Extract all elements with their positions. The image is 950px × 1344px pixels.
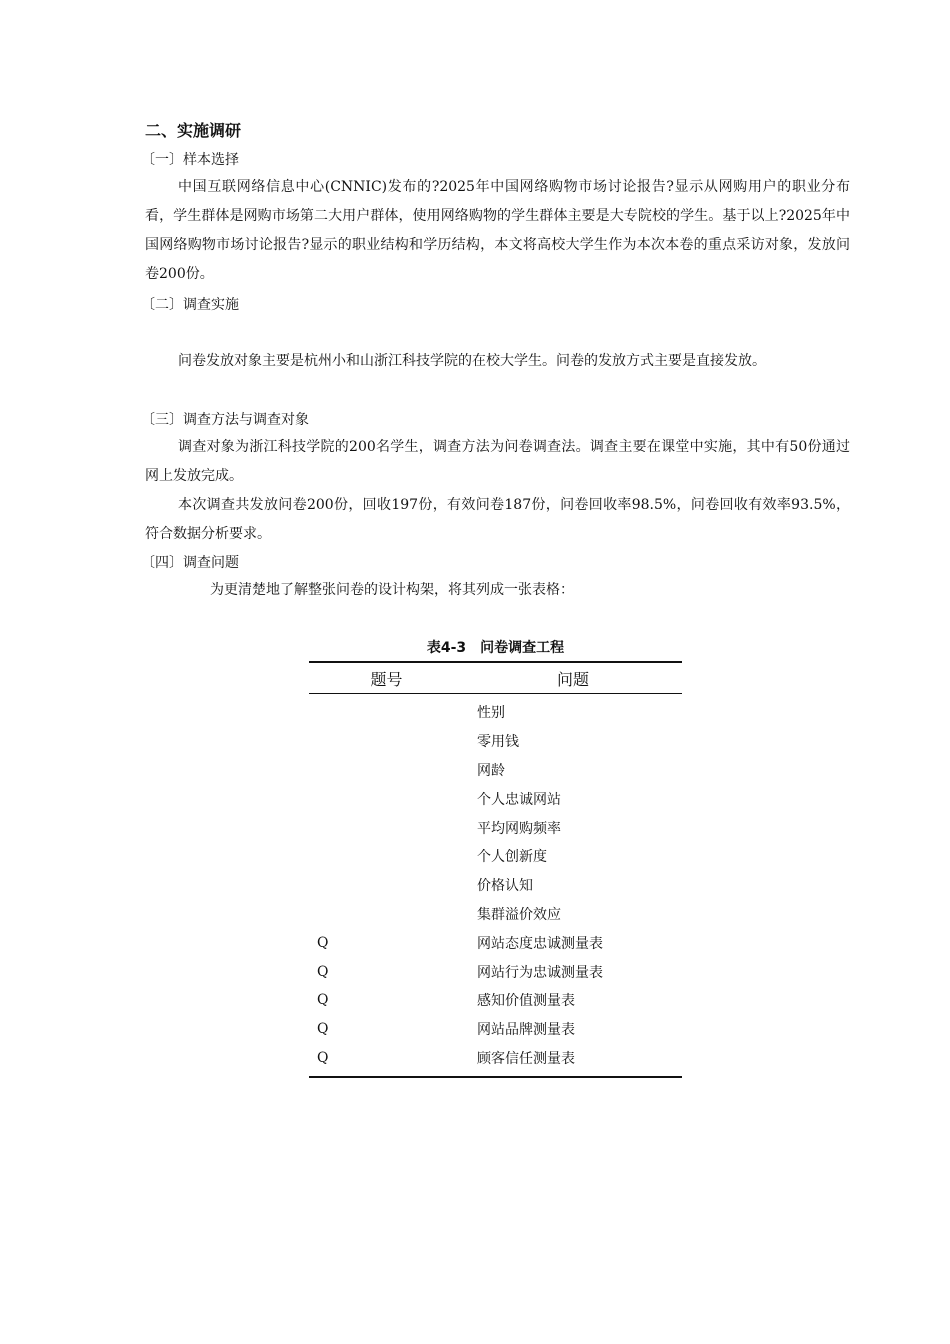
table-bottom-rule bbox=[309, 1076, 682, 1078]
paragraph-survey-method-2: 本次调查共发放问卷200份，回收197份，有效问卷187份，问卷回收率98.5%，问卷回收有效率93.5%，符合数据分析要求。 bbox=[145, 497, 850, 542]
subsection-title-survey-questions: 〔四〕调查问题 bbox=[141, 555, 239, 571]
paragraph-survey-implementation: 问卷发放对象主要是杭州小和山浙江科技学院的在校大学生。问卷的发放方式主要是直接发放。 bbox=[178, 353, 766, 369]
table-cell-question: 网站品牌测量表 bbox=[477, 1022, 575, 1039]
section-heading: 二、实施调研 bbox=[145, 121, 242, 140]
paragraph-survey-method-1: 调查对象为浙江科技学院的200名学生，调查方法为问卷调查法。调查主要在课堂中实施，其中有50份通过网上发放完成。 bbox=[145, 439, 850, 484]
table-cell-question: 网龄 bbox=[477, 762, 505, 779]
paragraph-table-intro: 为更清楚地了解整张问卷的设计构架，将其列成一张表格： bbox=[210, 582, 574, 598]
table-row bbox=[309, 1044, 682, 1073]
table-row bbox=[309, 957, 682, 986]
table-row bbox=[309, 1015, 682, 1044]
table-row bbox=[309, 698, 682, 727]
subsection-title-survey-method: 〔三〕调查方法与调查对象 bbox=[141, 412, 309, 428]
table-cell-question: 零用钱 bbox=[477, 734, 519, 751]
table-row bbox=[309, 727, 682, 756]
table-cell-number: Q bbox=[317, 934, 329, 951]
paragraph-sample-selection: 中国互联网络信息中心(CNNIC)发布的?2025年中国网络购物市场讨论报告?显示从网购用户的职业分布看，学生群体是网购市场第二大用户群体，使用网络购物的学生群体主要是大专院校的学生。基于以上?2025年中国网络购物市场讨论报告?显示的职业结构和学历结构，本文将高校大学生作为本次本卷的重点采访对象，发放问卷200份。 bbox=[145, 179, 850, 282]
table-row bbox=[309, 871, 682, 900]
subsection-title-survey-implementation: 〔二〕调查实施 bbox=[141, 297, 239, 313]
table-cell-question: 性别 bbox=[477, 705, 505, 722]
table-cell-question: 价格认知 bbox=[477, 878, 533, 895]
table-row bbox=[309, 842, 682, 871]
table-header-row bbox=[309, 663, 682, 693]
table-cell-question: 个人忠诚网站 bbox=[477, 791, 561, 808]
table-row bbox=[309, 756, 682, 785]
table-cell-number: Q bbox=[317, 1049, 329, 1066]
table-cell-question: 集群溢价效应 bbox=[477, 906, 561, 923]
table-row bbox=[309, 784, 682, 813]
table-header-question: 问题 bbox=[556, 669, 589, 689]
table-header-number: 题号 bbox=[370, 669, 403, 689]
table-cell-question: 网站态度忠诚测量表 bbox=[477, 935, 603, 952]
table-cell-question: 感知价值测量表 bbox=[477, 993, 575, 1010]
table-row bbox=[309, 986, 682, 1015]
table-row bbox=[309, 813, 682, 842]
table-cell-number: Q bbox=[317, 963, 329, 980]
table-cell-question: 顾客信任测量表 bbox=[477, 1050, 575, 1067]
table-cell-question: 平均网购频率 bbox=[477, 820, 561, 837]
table-cell-number: Q bbox=[317, 992, 329, 1009]
table-body bbox=[309, 694, 682, 1076]
table-row bbox=[309, 928, 682, 957]
table-cell-question: 个人创新度 bbox=[477, 849, 547, 866]
table-row bbox=[309, 900, 682, 929]
table-caption: 表4-3 问卷调查工程 bbox=[426, 640, 565, 656]
questionnaire-table bbox=[309, 661, 682, 1078]
subsection-title-sample-selection: 〔一〕样本选择 bbox=[141, 152, 239, 168]
table-cell-number: Q bbox=[317, 1021, 329, 1038]
table-cell-question: 网站行为忠诚测量表 bbox=[477, 964, 603, 981]
